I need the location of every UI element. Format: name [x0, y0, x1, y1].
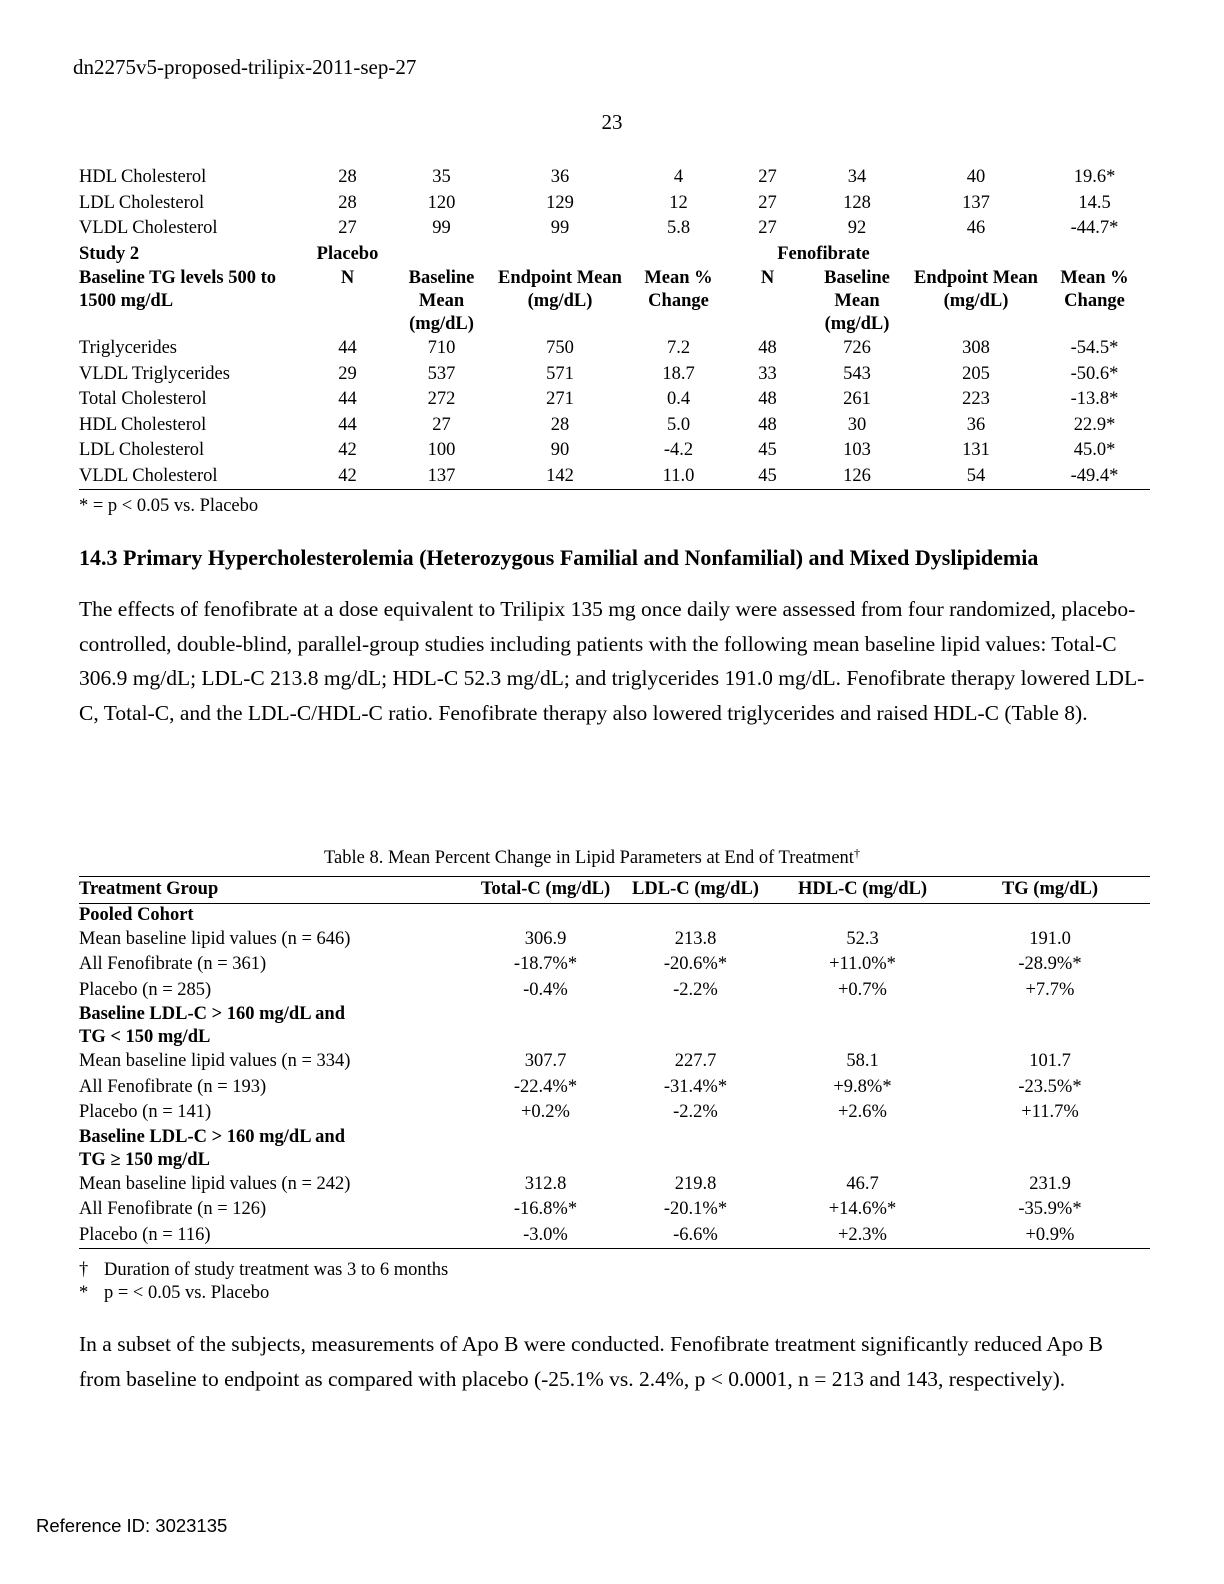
row-label: All Fenofibrate (n = 193) [79, 1076, 267, 1097]
cell-value: -2.2% [673, 1102, 718, 1122]
cell-value: +0.9% [950, 1223, 1150, 1249]
placebo-label: Placebo [316, 243, 379, 264]
cell-value: 40 [966, 167, 986, 187]
placebo-endpoint-header: Endpoint Mean (mg/dL) [498, 268, 622, 311]
group-title-row [79, 903, 1150, 927]
row-label: Mean baseline lipid values (n = 242) [79, 1173, 351, 1194]
cell-value: 54 [913, 464, 1039, 490]
table-row [79, 978, 1150, 1004]
cell-value: 36 [966, 414, 986, 435]
cell-value: +7.7% [1025, 979, 1075, 1000]
table-8-footnote-asterisk [79, 1283, 269, 1304]
cell-value: -49.4* [1039, 464, 1150, 490]
cell-value: 27 [432, 414, 451, 435]
row-label: Triglycerides [79, 338, 177, 358]
document-id: dn2275v5-proposed-trilipix-2011-sep-27 [73, 55, 417, 79]
footnote-symbol: † [79, 1260, 89, 1280]
group-title: TG ≥ 150 mg/dL [79, 1149, 210, 1170]
cell-value: 11.0 [623, 464, 734, 490]
cell-value: 219.8 [674, 1173, 717, 1194]
ldl-c-header: LDL-C (mg/dL) [616, 877, 775, 904]
row-label: All Fenofibrate (n = 361) [79, 954, 267, 974]
table-row [79, 362, 1150, 388]
t7-continued-body [79, 165, 1150, 242]
fenofibrate-label: Fenofibrate [777, 243, 870, 264]
row-label: HDL Cholesterol [79, 167, 207, 187]
table-row [79, 336, 1150, 362]
cell-value: +0.2% [521, 1102, 570, 1122]
intro-paragraph: The effects of fenofibrate at a dose equivalent to Trilipix 135 mg once daily were assessed from four randomized, placebo-controlled, double-blind, parallel-group studies including patients with the following mean baseline lipid values: Total-C 306.9 mg/dL; LDL-C 213.8 mg/dL; HDL-C 52.3 mg/dL; and triglycerides 191.0 mg/dL. Fenofibrate therapy lowered LDL-C, Total-C, and the LDL-C/HDL-C ratio. Fenofibrate therapy also lowered triglycerides and raised HDL-C (Table 8). [79, 597, 1145, 725]
cell-value: -28.9%* [1018, 954, 1082, 974]
cell-value: 34 [847, 167, 867, 187]
cell-value: 4 [673, 167, 684, 187]
cell-value: 231.9 [1029, 1173, 1071, 1194]
cell-value: 44 [338, 389, 357, 409]
group-title: Pooled Cohort [79, 904, 194, 925]
t7-study2-header [79, 242, 1150, 337]
cell-value: +2.3% [775, 1223, 950, 1249]
table-row [79, 927, 1150, 953]
table-8-header-row [79, 877, 1150, 904]
cell-value: 42 [309, 464, 386, 490]
caption-dagger: † [853, 846, 860, 860]
cell-value: 12 [669, 192, 688, 213]
cell-value: 19.6* [1073, 167, 1116, 187]
table-row [79, 191, 1150, 217]
cell-value: 18.7 [662, 363, 695, 384]
cell-value: 99 [550, 218, 570, 238]
cell-value: 46.7 [846, 1173, 879, 1194]
row-label: Placebo (n = 116) [79, 1223, 475, 1249]
table-row [79, 1197, 1150, 1223]
table-row [79, 438, 1150, 464]
cell-value: 5.0 [666, 414, 691, 435]
cell-value: 28 [550, 414, 570, 435]
cell-value: 142 [497, 464, 623, 490]
cell-value: -20.6%* [663, 954, 728, 974]
cell-value: -3.0% [475, 1223, 616, 1249]
cell-value: 45 [734, 464, 801, 490]
row-label: HDL Cholesterol [79, 414, 207, 435]
cell-value: -6.6% [616, 1223, 775, 1249]
table-row [79, 464, 1150, 490]
cell-value: 312.8 [524, 1173, 567, 1194]
cell-value: 306.9 [524, 928, 567, 949]
cell-value: 28 [338, 192, 357, 213]
group-title-row [79, 1003, 1150, 1026]
row-label: LDL Cholesterol [79, 192, 205, 213]
cell-value: +11.0%* [829, 954, 896, 974]
placebo-baseline-header: Baseline Mean (mg/dL) [408, 268, 475, 334]
cell-value: 33 [758, 363, 777, 384]
cell-value: 307.7 [524, 1051, 567, 1071]
apo-b-paragraph: In a subset of the subjects, measurements of Apo B were conducted. Fenofibrate treatment significantly reduced Apo B from baseline to endpoint as compared with placebo (-25.1% vs. 2.4%, p < 0.0001, n = 213 and 143, respectively). [79, 1332, 1103, 1391]
cell-value: 99 [432, 218, 451, 238]
cell-value: 710 [427, 338, 456, 358]
section-heading: 14.3 Primary Hypercholesterolemia (Heterozygous Familial and Nonfamilial) and Mixed Dyslipidemia [79, 545, 1039, 570]
cell-value: 44 [338, 414, 357, 435]
cell-value: 137 [386, 464, 497, 490]
table-row [79, 1223, 1150, 1249]
cell-value: 205 [962, 363, 990, 384]
cell-value: 543 [843, 363, 871, 384]
cell-value: 100 [427, 440, 456, 460]
cell-value: 126 [801, 464, 913, 490]
table-row [79, 1049, 1150, 1075]
cell-value: -23.5%* [1018, 1076, 1082, 1097]
cell-value: 30 [847, 414, 867, 435]
cell-value: +2.6% [838, 1102, 887, 1122]
cell-value: 271 [546, 389, 574, 409]
table-row [79, 952, 1150, 978]
cell-value: 191.0 [1029, 928, 1071, 949]
cell-value: 58.1 [846, 1051, 879, 1071]
table-row [79, 413, 1150, 439]
row-label: Placebo (n = 285) [79, 979, 212, 1000]
cell-value: 27 [758, 218, 777, 238]
fenofibrate-n-header: N [760, 268, 775, 288]
cell-value: 571 [546, 363, 574, 384]
cell-value: 223 [962, 389, 990, 409]
table-row [79, 1100, 1150, 1126]
reference-id: Reference ID: 3023135 [36, 1515, 228, 1536]
cell-value: -16.8%* [513, 1199, 578, 1219]
table-7-continued [79, 165, 1150, 490]
tg-header: TG (mg/dL) [950, 877, 1150, 904]
group-header: Baseline TG levels 500 to 1500 mg/dL [79, 268, 276, 311]
cell-value: 14.5 [1078, 192, 1111, 213]
group-title-row [79, 1126, 1150, 1149]
cell-value: 44 [338, 338, 357, 358]
table-8-footnote-dagger [79, 1260, 448, 1281]
cell-value: 48 [758, 389, 777, 409]
cell-value: 726 [843, 338, 871, 358]
cell-value: 227.7 [674, 1051, 717, 1071]
fenofibrate-endpoint-header: Endpoint Mean (mg/dL) [914, 268, 1038, 311]
cell-value: 0.4 [666, 389, 691, 409]
cell-value: 27 [758, 192, 777, 213]
row-label: All Fenofibrate (n = 126) [79, 1199, 267, 1219]
treatment-group-header: Treatment Group [79, 877, 475, 904]
row-label: LDL Cholesterol [79, 440, 205, 460]
cell-value: -20.1%* [663, 1199, 728, 1219]
table-row [79, 387, 1150, 413]
cell-value: -0.4% [523, 979, 568, 1000]
cell-value: -2.2% [673, 979, 718, 1000]
cell-value: +9.8%* [833, 1076, 892, 1097]
caption-text: Table 8. Mean Percent Change in Lipid Parameters at End of Treatment [324, 848, 854, 868]
table-row [79, 1172, 1150, 1198]
placebo-n-header: N [340, 268, 355, 288]
footnote-text: Duration of study treatment was 3 to 6 months [104, 1260, 449, 1280]
cell-value: 261 [843, 389, 871, 409]
cell-value: -18.7%* [513, 954, 578, 974]
footnote-symbol: * [79, 1283, 89, 1303]
cell-value: -44.7* [1070, 218, 1119, 238]
cell-value: 131 [962, 440, 990, 460]
table-8 [79, 876, 1150, 1249]
cell-value: 128 [843, 192, 871, 213]
row-label: VLDL Cholesterol [79, 464, 309, 490]
cell-value: 101.7 [1029, 1051, 1071, 1071]
row-label: Mean baseline lipid values (n = 334) [79, 1051, 351, 1071]
cell-value: +11.7% [1021, 1102, 1079, 1122]
cell-value: -22.4%* [513, 1076, 578, 1097]
cell-value: -13.8* [1070, 389, 1119, 409]
footnote-text: p = < 0.05 vs. Placebo [104, 1283, 270, 1303]
column-header-row [79, 267, 1150, 336]
hdl-c-header: HDL-C (mg/dL) [775, 877, 950, 904]
group-title: Baseline LDL-C > 160 mg/dL and [79, 1004, 345, 1024]
cell-value: 92 [847, 218, 867, 238]
cell-value: 308 [962, 338, 990, 358]
cell-value: -31.4%* [663, 1076, 728, 1097]
group-title-row [79, 1026, 1150, 1049]
cell-value: 52.3 [846, 928, 879, 949]
cell-value: 537 [427, 363, 456, 384]
group-title: Baseline LDL-C > 160 mg/dL and [79, 1126, 345, 1147]
table-8-caption [324, 848, 860, 869]
table-row [79, 165, 1150, 191]
cell-value: 48 [758, 338, 777, 358]
table-row [79, 216, 1150, 242]
cell-value: +14.6%* [828, 1199, 897, 1219]
row-label: VLDL Triglycerides [79, 363, 230, 384]
cell-value: 29 [338, 363, 357, 384]
fenofibrate-change-header: Mean % Change [1060, 268, 1129, 311]
group-title: TG < 150 mg/dL [79, 1027, 211, 1047]
page-number: 23 [601, 110, 623, 134]
cell-value: 45.0* [1073, 440, 1116, 460]
row-label: Placebo (n = 141) [79, 1102, 212, 1122]
row-label: VLDL Cholesterol [79, 218, 218, 238]
cell-value: 27 [338, 218, 357, 238]
cell-value: 213.8 [674, 928, 717, 949]
cell-value: 46 [966, 218, 986, 238]
table-8-body [79, 903, 1150, 1249]
cell-value: 42 [338, 440, 357, 460]
cell-value: 7.2 [666, 338, 691, 358]
cell-value: -54.5* [1070, 338, 1119, 358]
study2-label: Study 2 [79, 243, 140, 264]
cell-value: 27 [758, 167, 777, 187]
cell-value: 90 [550, 440, 570, 460]
cell-value: -35.9%* [1018, 1199, 1082, 1219]
cell-value: 45 [758, 440, 777, 460]
cell-value: -50.6* [1070, 363, 1119, 384]
cell-value: 103 [843, 440, 871, 460]
cell-value: 750 [546, 338, 574, 358]
study2-row [79, 242, 1150, 268]
cell-value: 48 [758, 414, 777, 435]
cell-value: 272 [427, 389, 456, 409]
row-label: Total Cholesterol [79, 389, 207, 409]
cell-value: 36 [550, 167, 570, 187]
cell-value: 5.8 [666, 218, 691, 238]
placebo-change-header: Mean % Change [644, 268, 713, 311]
cell-value: 120 [427, 192, 456, 213]
table-row [79, 1075, 1150, 1101]
t7-study2-body [79, 336, 1150, 490]
table-7-footnote: * = p < 0.05 vs. Placebo [79, 496, 259, 516]
cell-value: 35 [432, 167, 451, 187]
cell-value: +0.7% [838, 979, 887, 1000]
row-label: Mean baseline lipid values (n = 646) [79, 928, 351, 949]
fenofibrate-baseline-header: Baseline Mean (mg/dL) [824, 268, 890, 334]
total-c-header: Total-C (mg/dL) [475, 877, 616, 904]
cell-value: 137 [962, 192, 990, 213]
cell-value: 129 [546, 192, 574, 213]
cell-value: 28 [338, 167, 357, 187]
cell-value: -4.2 [663, 440, 694, 460]
cell-value: 22.9* [1073, 414, 1116, 435]
group-title-row [79, 1149, 1150, 1172]
